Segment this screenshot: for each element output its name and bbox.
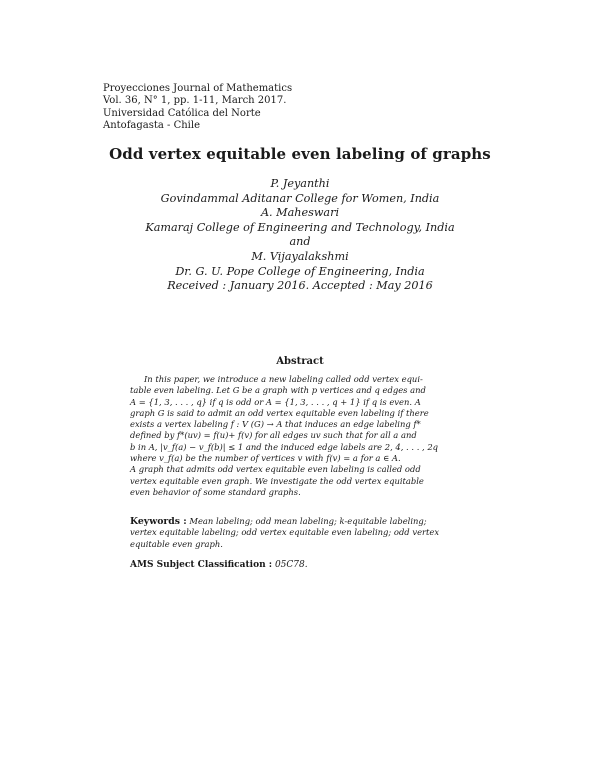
author-block: [0, 177, 600, 294]
abstract-line: defined by f*(uv) = f(u)+ f(v) for all edges uv such that for all a and: [130, 430, 417, 441]
abstract-line: A = {1, 3, . . . , q} if q is odd or A = {1, 3, . . . , q + 1} if q is even. A: [130, 396, 421, 407]
abstract-line: graph G is said to admit an odd vertex equitable even labeling if there: [130, 407, 429, 418]
abstract-line: table even labeling. Let G be a graph with p vertices and q edges and: [130, 385, 426, 396]
keywords-text: vertex equitable labeling; odd vertex equitable even labeling; odd vertex: [130, 527, 440, 538]
journal-volume: Vol. 36, N° 1, pp. 1-11, March 2017.: [103, 95, 287, 107]
author-affiliation: Govindammal Aditanar College for Women, India: [160, 191, 440, 205]
abstract-line: where v_f(a) be the number of vertices v with f(v) = a for a ∈ A.: [130, 453, 401, 464]
abstract-line: A graph that admits odd vertex equitable even labeling is called odd: [130, 464, 421, 475]
abstract-line: In this paper, we introduce a new labeling called odd vertex equi-: [144, 374, 423, 384]
author-affiliation: Dr. G. U. Pope College of Engineering, India: [175, 264, 425, 278]
author-name: M. Vijayalakshmi: [251, 249, 349, 263]
author-name: P. Jeyanthi: [270, 177, 330, 190]
journal-info: [103, 83, 292, 132]
author-conjunction: and: [289, 235, 311, 249]
abstract-line: exists a vertex labeling f : V (G) → A that induces an edge labeling f*: [130, 419, 421, 430]
received-accepted-dates: Received : January 2016. Accepted : May 2016: [167, 279, 433, 293]
keywords-text: equitable even graph.: [130, 538, 223, 549]
abstract-line: b in A, |v_f(a) − v_f(b)| ≤ 1 and the induced edge labels are 2, 4, . . . , 2q: [130, 441, 439, 452]
author-name: A. Maheswari: [260, 206, 340, 220]
paper-title: Odd vertex equitable even labeling of graphs: [109, 145, 491, 163]
abstract-heading: Abstract: [276, 356, 324, 367]
abstract-line: vertex equitable even graph. We investigate the odd vertex equitable: [130, 475, 424, 486]
journal-name: Proyecciones Journal of Mathematics: [103, 83, 293, 94]
ams-value: 05C78.: [274, 560, 308, 570]
keywords-label: Keywords :: [130, 516, 187, 527]
journal-university: Universidad Católica del Norte: [103, 107, 261, 119]
abstract-body: [130, 374, 470, 498]
author-affiliation: Kamaraj College of Engineering and Technology, India: [145, 220, 455, 234]
journal-location: Antofagasta - Chile: [103, 119, 200, 131]
keywords-block: [130, 516, 470, 550]
ams-label: AMS Subject Classification :: [130, 560, 273, 570]
abstract-line: even behavior of some standard graphs.: [130, 486, 301, 497]
keywords-text: Mean labeling; odd mean labeling; k-equitable labeling;: [189, 516, 427, 526]
ams-classification: [130, 560, 308, 570]
